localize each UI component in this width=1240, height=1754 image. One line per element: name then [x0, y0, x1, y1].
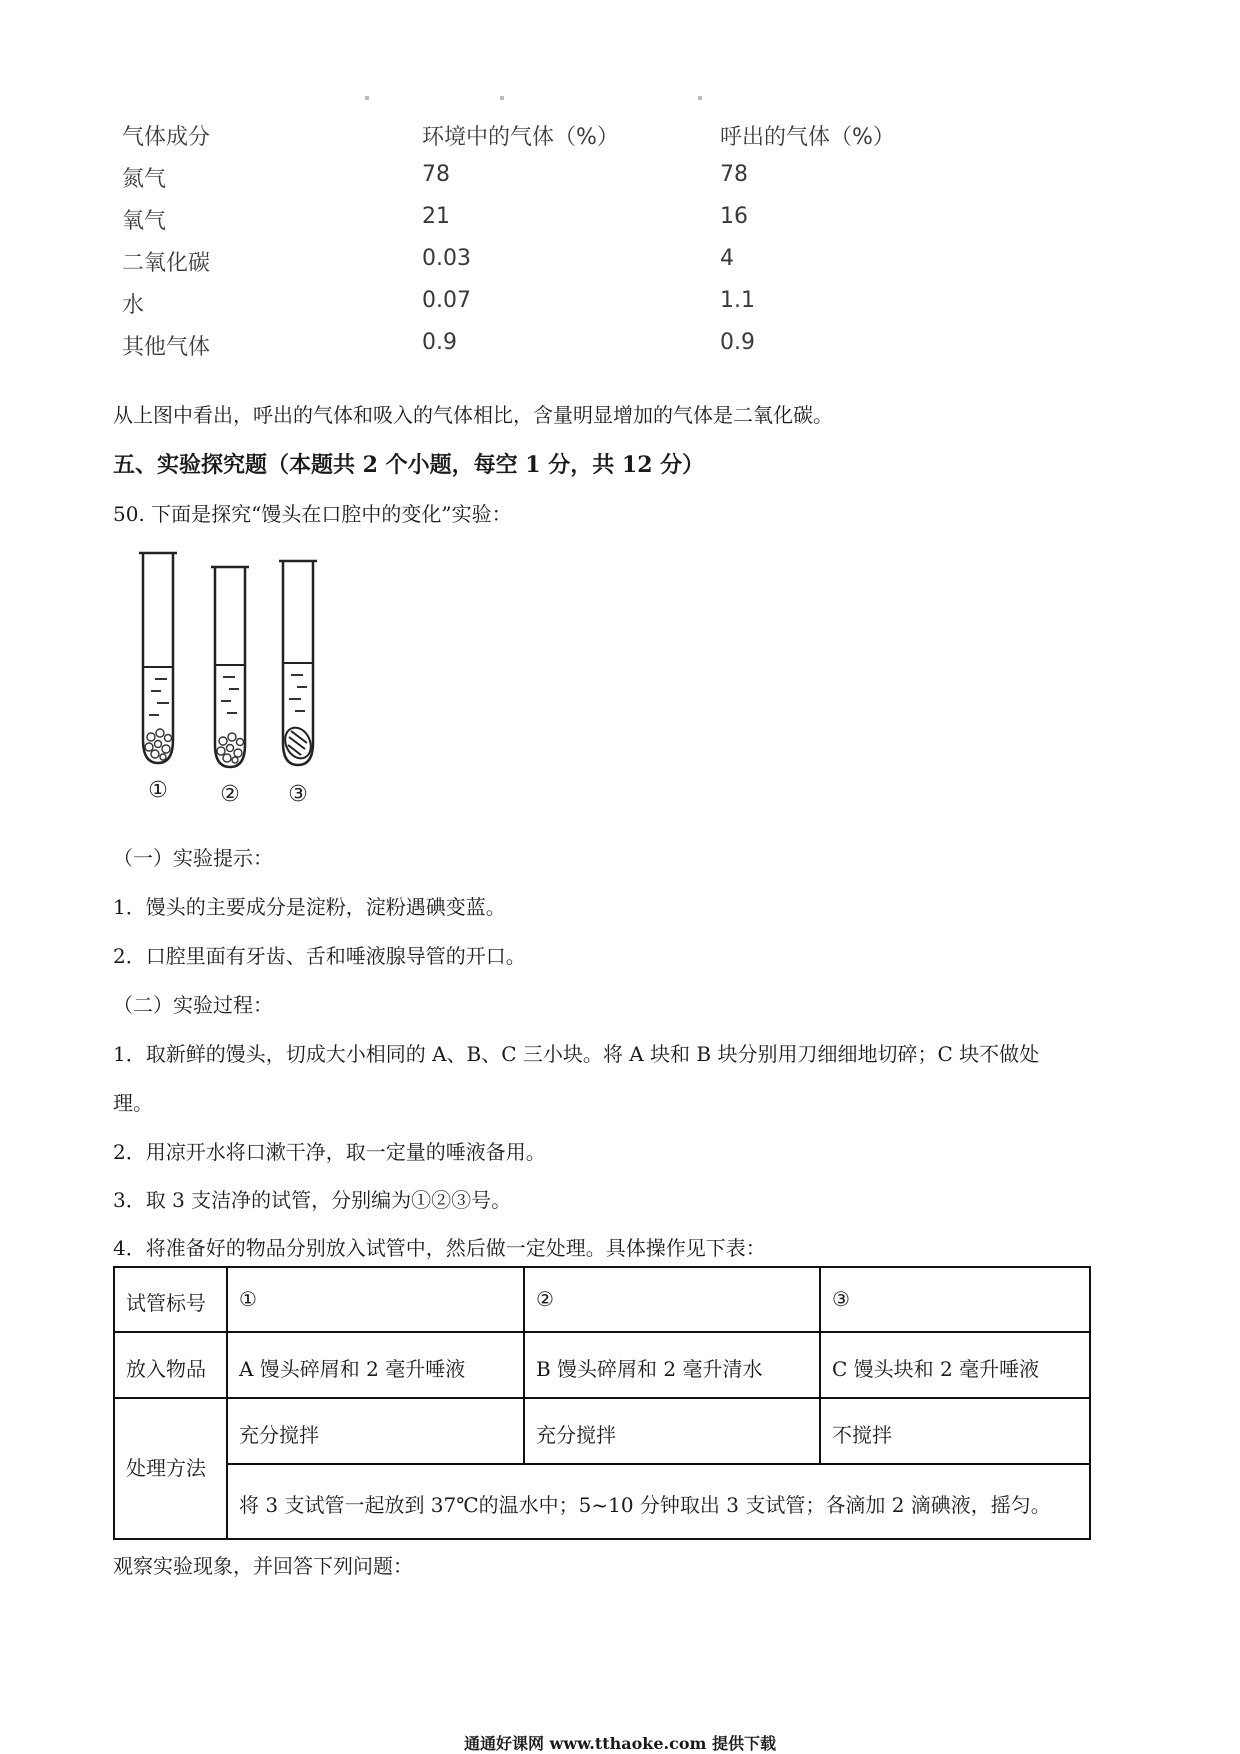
table-divider: [113, 1397, 1091, 1399]
ambient-value: 0.03: [422, 246, 471, 271]
ambient-value: 0.07: [422, 288, 471, 313]
tube-id-2: ②: [536, 1287, 554, 1311]
tube-label-2: ②: [220, 782, 240, 805]
exhaled-value: 78: [720, 162, 748, 187]
tube-3-items: C 馒头块和 2 毫升唾液: [832, 1357, 1040, 1381]
table-divider: [226, 1266, 228, 1540]
gas-name: 氮气: [122, 167, 167, 192]
tube-label-1: ①: [148, 778, 168, 803]
row-label-tube-id: 试管标号: [126, 1291, 206, 1315]
hint-item-1: 1．馒头的主要成分是淀粉，淀粉遇碘变蓝。: [113, 895, 506, 919]
exhaled-value: 1.1: [720, 288, 755, 313]
process-step-4: 4．将准备好的物品分别放入试管中，然后做一定处理。具体操作见下表：: [113, 1236, 766, 1260]
page-footer: 通通好课网 www.tthaoke.com 提供下载: [463, 1734, 777, 1753]
process-step-2: 2．用凉开水将口漱干净，取一定量的唾液备用。: [113, 1140, 546, 1164]
header-exhaled-gas: 呼出的气体（%）: [720, 125, 895, 150]
table-divider: [523, 1266, 525, 1465]
operations-table: [113, 1266, 1091, 1540]
process-step-3: 3．取 3 支洁净的试管，分别编为①②③号。: [113, 1188, 512, 1212]
tube-2-items: B 馒头碎屑和 2 毫升清水: [536, 1357, 763, 1381]
header-gas-component: 气体成分: [122, 125, 211, 150]
common-method: 将 3 支试管一起放到 37℃的温水中；5~10 分钟取出 3 支试管；各滴加 2 滴碘液，摇匀。: [239, 1493, 1051, 1517]
test-tubes-illustration: [125, 545, 345, 805]
ambient-value: 21: [422, 204, 450, 229]
gas-name: 水: [122, 293, 145, 318]
row-label-items: 放入物品: [126, 1357, 206, 1381]
table-divider: [226, 1463, 1091, 1465]
observe-prompt: 观察实验现象，并回答下列问题：: [113, 1554, 413, 1578]
process-step-1: 1．取新鲜的馒头，切成大小相同的 A、B、C 三小块。将 A 块和 B 块分别用刀细细地切碎；C 块不做处: [113, 1042, 1040, 1066]
cropped-text-remnant: [360, 94, 710, 102]
exhaled-value: 16: [720, 204, 748, 229]
tube-1-method: 充分搅拌: [239, 1423, 319, 1447]
gas-name: 氧气: [122, 209, 167, 234]
hint-item-2: 2．口腔里面有牙齿、舌和唾液腺导管的开口。: [113, 944, 526, 968]
exhaled-value: 4: [720, 246, 734, 271]
tube-3-method: 不搅拌: [832, 1423, 892, 1447]
row-label-method: 处理方法: [126, 1456, 206, 1480]
exhaled-value: 0.9: [720, 330, 755, 355]
tube-id-3: ③: [832, 1287, 850, 1311]
tube-1-items: A 馒头碎屑和 2 毫升唾液: [239, 1357, 466, 1381]
process-title: （二）实验过程：: [113, 993, 273, 1017]
ambient-value: 0.9: [422, 330, 457, 355]
conclusion-text: 从上图中看出，呼出的气体和吸入的气体相比，含量明显增加的气体是二氧化碳。: [113, 403, 833, 427]
gas-name: 二氧化碳: [122, 251, 211, 276]
ambient-value: 78: [422, 162, 450, 187]
tube-label-3: ③: [288, 782, 308, 805]
section-title: 五、实验探究题（本题共 2 个小题，每空 1 分，共 12 分）: [113, 452, 705, 478]
table-divider: [113, 1331, 1091, 1333]
hints-title: （一）实验提示：: [113, 846, 273, 870]
tube-2-method: 充分搅拌: [536, 1423, 616, 1447]
tube-id-1: ①: [239, 1287, 257, 1311]
question-50: 50. 下面是探究“馒头在口腔中的变化”实验：: [113, 502, 512, 526]
table-divider: [819, 1266, 821, 1465]
process-step-1-cont: 理。: [113, 1091, 153, 1115]
gas-name: 其他气体: [122, 335, 211, 360]
header-ambient-gas: 环境中的气体（%）: [422, 125, 619, 150]
